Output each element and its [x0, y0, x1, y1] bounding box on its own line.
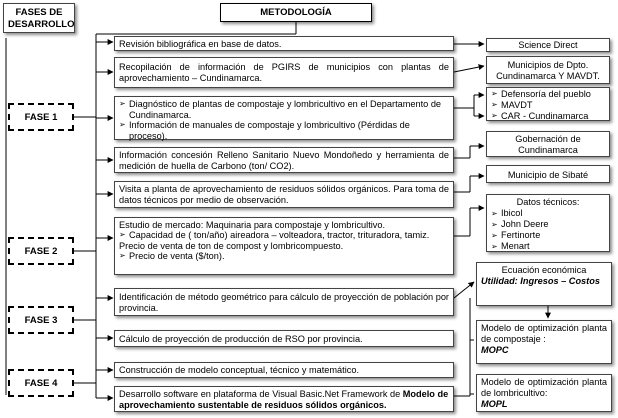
bullet-menart: ➢ Menart [491, 241, 605, 252]
step-visita: Visita a planta de aprovechamiento de residuos sólidos orgánicos. Para toma de datos técnicos por medio de observación. [114, 181, 454, 208]
bullet-ibicol: ➢ Ibicol [491, 208, 605, 219]
ecuacion-title: Ecuación económica [501, 265, 587, 275]
bullet-precio-venta: ➢ Precio de venta ($/ton). [119, 251, 449, 261]
bullet-manuales: ➢ Información de manuales de compostaje y lombricultivo (Pérdidas de proceso). [119, 120, 449, 141]
source-list-defensoria [486, 87, 610, 121]
phase-3-label: FASE 3 [8, 306, 74, 334]
output-mopl [476, 374, 612, 412]
phase-2-label: FASE 2 [8, 237, 74, 265]
phase-4-label: FASE 4 [8, 369, 74, 397]
ecuacion-formula: Utilidad: Ingresos – Costos [481, 276, 600, 286]
bullet-mavdt: ➢ MAVDT [491, 100, 605, 111]
phase-1-label: FASE 1 [8, 103, 74, 131]
bullet-car: ➢ CAR - Cundinamarca [491, 111, 605, 122]
step-estudio-mercado [114, 217, 454, 275]
step-desarrollo [114, 386, 454, 412]
mopc-code: MOPC [481, 345, 509, 355]
output-mopc [476, 320, 612, 364]
desarrollo-bold: Modelo de aprovechamiento sustentable de residuos sólidos orgánicos. [119, 389, 449, 410]
desarrollo-text: Desarrollo software en plataforma de Visual Basic.Net Framework de [119, 389, 403, 399]
bullet-diagnostico: ➢ Diagnóstico de plantas de compostaje y lombricultivo en el Departamento de Cundinamarca. [119, 99, 449, 120]
bullet-defensoria: ➢ Defensoría del pueblo [491, 89, 605, 100]
step-construccion: Construcción de modelo conceptual, técnico y matemático. [114, 362, 454, 378]
source-municipios: Municipios de Dpto. Cundinamarca Y MAVDT. [486, 56, 610, 84]
mopl-code: MOPL [481, 399, 508, 409]
step-calculo: Cálculo de proyección de producción de RSO por provincia. [114, 330, 454, 347]
method-title-box: METODOLOGÍA [220, 3, 372, 22]
datos-title: Datos técnicos: [516, 197, 580, 207]
source-science-direct: Science Direct [486, 38, 610, 52]
mopl-text: Modelo de optimización planta de lombricultivo: [481, 377, 607, 398]
step-revision: Revisión bibliográfica en base de datos. [114, 36, 454, 51]
source-gobernacion: Gobernación de Cundinamarca [486, 131, 610, 157]
precio-ton-text: Precio de venta de ton de compost y lombricompuesto. [119, 240, 344, 251]
bullet-fertinorte: ➢ Fertinorte [491, 230, 605, 241]
source-sibate: Municipio de Sibaté [486, 165, 610, 183]
bullet-capacidad: ➢ Capacidad de ( ton/año) aireadora – volteadora, tractor, trituradora, tamiz. [119, 230, 449, 240]
step-concesion: Información concesión Relleno Sanitario Nuevo Mondoñedo y herramienta de medición de huella de Carbono (ton/ CO2). [114, 147, 454, 173]
phases-title-box: FASES DE DESARROLLO [3, 3, 75, 33]
output-ecuacion [476, 262, 612, 306]
step-diagnostico [114, 96, 454, 140]
source-datos-tecnicos [486, 194, 610, 252]
mopc-text: Modelo de optimización planta de compostaje : [481, 323, 607, 344]
estudio-text: Estudio de mercado: Maquinaria para compostaje y lombricultivo. [119, 220, 386, 230]
step-recopilacion: Recopilación de información de PGIRS de municipios con plantas de aprovechamiento – Cundinamarca. [114, 57, 454, 88]
bullet-john-deere: ➢ John Deere [491, 219, 605, 230]
step-identificacion: Identificación de método geométrico para cálculo de proyección de población por provincia. [114, 288, 454, 316]
